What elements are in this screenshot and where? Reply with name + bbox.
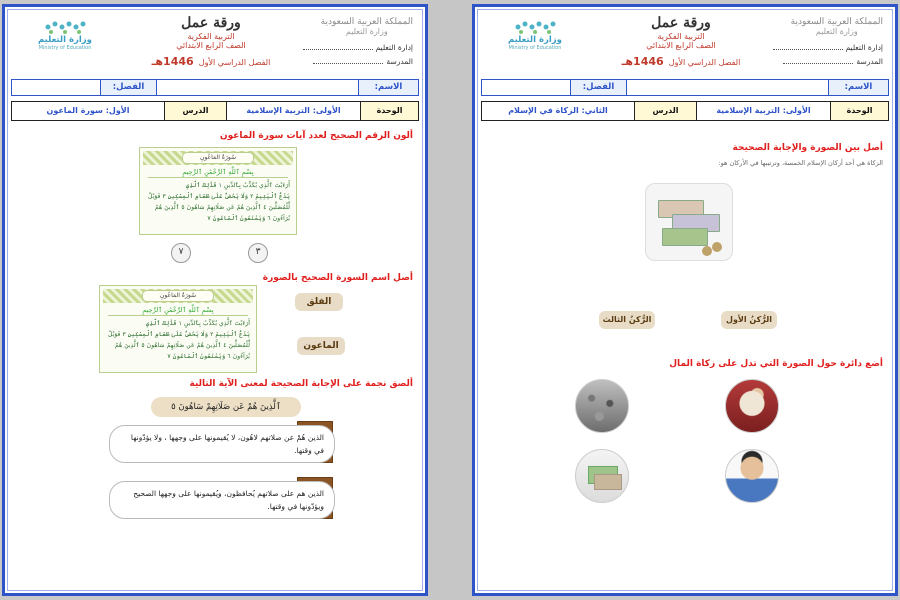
class-label: الفصل: (570, 80, 626, 95)
question-2: أصل اسم السورة الصحيح بالصورة (262, 273, 413, 283)
lesson-label: الدرس (164, 102, 226, 120)
ministry-logo: وزارة التعليم Ministry of Education (17, 19, 113, 51)
surah-card-1 (139, 147, 297, 235)
surah-verses: أَرَءَيْتَ ٱلَّذِي يُكَذِّبُ بِٱلدِّينِ ١ فَذَٰلِكَ ٱلَّذِي يَدُعُّ ٱلْيَتِيمَ ٢ وَلَا يَحُضُّ عَلَىٰ طَعَامِ ٱلْمِسْكِينِ ٣ فَوَيْلٌ لِّلْمُصَلِّينَ ٤ ٱلَّذِينَ هُمْ عَن صَلَاتِهِمْ سَاهُونَ ٥ ٱلَّذِينَ هُمْ يُرَآءُونَ ٦ وَيَمْنَعُونَ ٱلْمَاعُونَ ٧ (147, 182, 290, 222)
name-label: الاسم: (828, 80, 888, 95)
edu-admin-field: إدارة التعليم (773, 43, 883, 52)
crowd-photo[interactable] (575, 379, 629, 433)
worksheet-page-right (472, 4, 898, 596)
page-header (483, 13, 887, 75)
page-header (13, 13, 417, 75)
answer-option-1[interactable]: الذين هُمْ عن صلاتهم لاهُون، لا يُقيمونها على وجهها ، ولا يؤدّونها في وقتها. (109, 425, 335, 463)
name-label: الاسم: (358, 80, 418, 95)
question-2: أضع دائرة حول الصورة التي تدل على زكاة المال (669, 359, 883, 369)
year-label: 1446هـ (151, 55, 194, 68)
subject-name: التربية الفكرية (187, 32, 235, 41)
class-label: الفصل: (100, 80, 156, 95)
worksheet-page-left (2, 4, 428, 596)
student-info-bar (11, 79, 419, 96)
name-field[interactable] (626, 80, 828, 95)
ministry-logo: وزارة التعليم Ministry of Education (487, 19, 583, 51)
school-field: المدرسة (313, 57, 413, 66)
lesson-value: الأول: سورة الماعون (46, 106, 130, 115)
lesson-label: الدرس (634, 102, 696, 120)
surah-name-option-maun[interactable]: الماعون (297, 337, 345, 355)
school-field: المدرسة (783, 57, 883, 66)
answer-option-2[interactable]: الذين هم على صلاتهم يُحافظون، ويُقيمونها على وجهها الصحيح ويؤدّونها في وقتها. (109, 481, 335, 519)
unit-label: الوحدة (830, 102, 888, 120)
unit-value: الأولى: التربية الإسلامية (226, 102, 360, 120)
unit-value: الأولى: التربية الإسلامية (696, 102, 830, 120)
lesson-value: الثاني: الزكاة في الإسلام (508, 106, 608, 115)
surah-name-option-falaq[interactable]: الفلق (295, 293, 343, 311)
money-photo[interactable] (575, 449, 629, 503)
ministry-logo-icon (42, 19, 88, 35)
worksheet-title: ورقة عمل (181, 15, 241, 31)
zakat-intro: الزكاة هي أحد أركان الإسلام الخمسة، وترتيبها في الأركان هو: (718, 159, 883, 167)
question-1: ألون الرقم الصحيح لعدد آيات سورة الماعون (219, 131, 413, 141)
unit-label: الوحدة (360, 102, 418, 120)
worksheet-info (131, 15, 291, 69)
surah-card-2: سُورَةُ المَاعُونِ بِسْمِ ٱللَّهِ ٱلرَّحْمَٰنِ ٱلرَّحِيمِ أَرَءَيْتَ ٱلَّذِي يُكَذِّبُ بِٱلدِّينِ ١ فَذَٰلِكَ ٱلَّذِي يَدُعُّ ٱلْيَتِيمَ ٢ وَلَا يَحُضُّ عَلَىٰ طَعَامِ ٱلْمِسْكِينِ ٣ فَوَيْلٌ لِّلْمُصَلِّينَ ٤ ٱلَّذِينَ هُمْ عَن صَلَاتِهِمْ سَاهُونَ ٥ ٱلَّذِينَ هُمْ يُرَآءُونَ ٦ وَيَمْنَعُونَ ٱلْمَاعُونَ ٧ (99, 285, 257, 373)
kingdom-emblem-text: المملكة العربية السعودية وزارة التعليم (790, 17, 883, 36)
surah-title: سُورَةُ المَاعُونِ (182, 152, 254, 164)
option-third-pillar[interactable]: الرُّكنُ الثالث (599, 311, 655, 329)
student-info-bar (481, 79, 889, 96)
child-eating-photo[interactable] (725, 449, 779, 503)
number-choice-3[interactable]: ٣ (248, 243, 268, 263)
money-image[interactable] (645, 183, 733, 261)
term-name: الفصل الدراسي الأول (198, 58, 271, 67)
option-first-pillar[interactable]: الرُّكنُ الأول (721, 311, 777, 329)
class-field[interactable] (482, 80, 570, 95)
ministry-logo-icon (512, 19, 558, 35)
grade-name: الصف الرابع الابتدائي (176, 41, 246, 50)
ayah-banner: ٱلَّذِينَ هُمْ عَن صَلَاتِهِمْ سَاهُونَ ٥ (151, 397, 301, 417)
question-1: أصل بين الصورة والإجابة الصحيحة (732, 143, 883, 153)
name-field[interactable] (156, 80, 358, 95)
unit-lesson-row (481, 101, 889, 121)
number-choice-7[interactable]: ٧ (171, 243, 191, 263)
worksheet-title: ورقة عمل (651, 15, 711, 31)
edu-admin-field: إدارة التعليم (303, 43, 413, 52)
question-3: ألصق نجمة على الإجابة الصحيحة لمعنى الآية التالية (189, 379, 413, 389)
class-field[interactable] (12, 80, 100, 95)
worksheet-info: ورقة عمل التربية الفكرية الصف الرابع الابتدائي الفصل الدراسي الأول 1446هـ (601, 15, 761, 69)
page-gap (428, 0, 472, 600)
bismillah: بِسْمِ ٱللَّهِ ٱلرَّحْمَٰنِ ٱلرَّحِيمِ (148, 168, 288, 178)
unit-lesson-row (11, 101, 419, 121)
kingdom-emblem-text: المملكة العربية السعودية وزارة التعليم (320, 17, 413, 36)
prayer-photo[interactable] (725, 379, 779, 433)
